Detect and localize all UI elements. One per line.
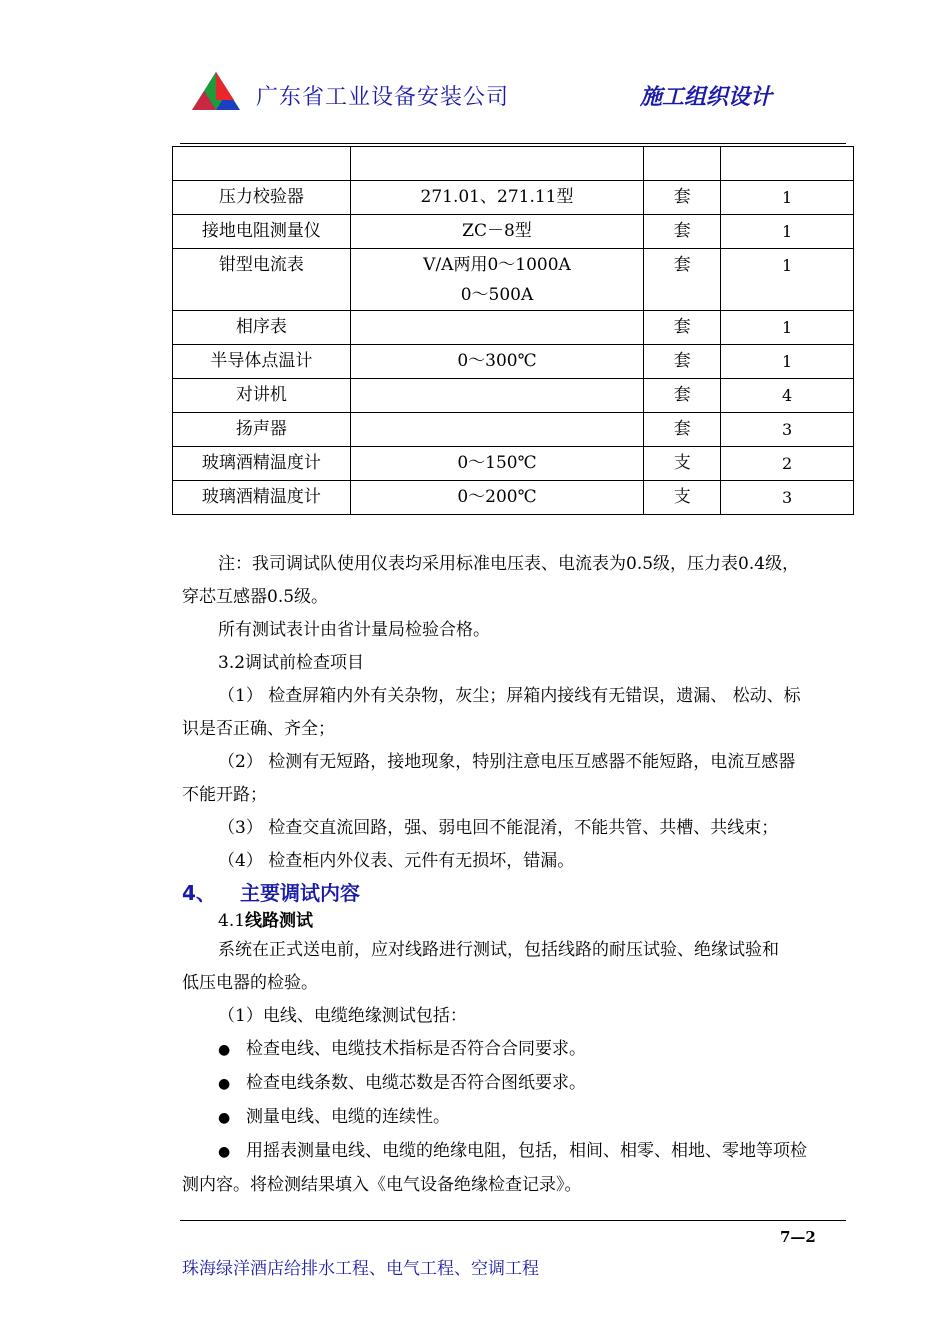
instrument-name: 相序表 <box>173 311 351 345</box>
table-row <box>173 181 854 215</box>
subsection-4-1-heading <box>182 908 850 934</box>
table-row <box>173 481 854 515</box>
list-item <box>182 1101 850 1135</box>
instrument-unit: 套 <box>644 413 721 447</box>
instrument-name: 接地电阻测量仪 <box>173 215 351 249</box>
instrument-table <box>172 146 854 515</box>
instrument-spec: 271.01、271.11型 <box>350 181 644 215</box>
instrument-name: 钳型电流表 <box>173 249 351 311</box>
bullet-icon: ● <box>218 1042 231 1058</box>
instrument-qty: 4 <box>721 379 854 413</box>
subsection-title: 线路测试 <box>245 911 314 931</box>
instrument-spec <box>350 147 644 181</box>
instrument-name: 半导体点温计 <box>173 345 351 379</box>
instrument-qty: 3 <box>721 413 854 447</box>
bullet-icon: ● <box>218 1110 231 1126</box>
instrument-spec <box>350 311 644 345</box>
list-item-text: 用摇表测量电线、电缆的绝缘电阻，包括，相间、相零、相地、零地等项检 <box>246 1141 807 1161</box>
instrument-qty: 1 <box>721 215 854 249</box>
paragraph-continued: 低压电器的检验。 <box>182 973 318 993</box>
instrument-unit: 套 <box>644 215 721 249</box>
instrument-spec: 0～150℃ <box>350 447 644 481</box>
document-title: 施工组织设计 <box>640 85 773 110</box>
instrument-name: 压力校验器 <box>173 181 351 215</box>
instrument-spec-line2: 0～500A <box>460 285 534 305</box>
instrument-qty: 1 <box>721 311 854 345</box>
instrument-qty: 1 <box>721 181 854 215</box>
section-number: 4、 <box>182 881 216 905</box>
footer-divider <box>180 1220 846 1221</box>
instrument-spec: V/A两用0～1000A <box>423 255 571 275</box>
page-header <box>0 0 950 150</box>
note-line: 注：我司调试队使用仪表均采用标准电压表、电流表为0.5级，压力表0.4级， <box>218 554 800 574</box>
table-row <box>173 447 854 481</box>
table-row <box>173 413 854 447</box>
page-number: 7—2 <box>780 1228 816 1246</box>
table-row <box>173 215 854 249</box>
project-name: 珠海绿洋酒店给排水工程、电气工程、空调工程 <box>182 1259 539 1279</box>
instrument-spec: 0～300℃ <box>350 345 644 379</box>
instrument-spec-cell <box>350 249 644 311</box>
insulation-test-intro: （1）电线、电缆绝缘测试包括： <box>218 1006 467 1026</box>
instrument-name <box>173 147 351 181</box>
instrument-unit: 支 <box>644 447 721 481</box>
list-item-text: 检查电线条数、电缆芯数是否符合图纸要求。 <box>246 1073 586 1093</box>
instrument-qty: 2 <box>721 447 854 481</box>
calibration-note: 所有测试表计由省计量局检验合格。 <box>218 620 490 640</box>
instrument-name: 玻璃酒精温度计 <box>173 481 351 515</box>
company-name: 广东省工业设备安装公司 <box>256 85 510 110</box>
table-row <box>173 345 854 379</box>
instrument-qty: 1 <box>721 249 854 311</box>
instrument-unit: 套 <box>644 249 721 311</box>
document-body <box>182 548 850 1202</box>
table-row <box>173 379 854 413</box>
table-row <box>173 311 854 345</box>
subsection-number: 4.1 <box>218 911 246 931</box>
instrument-name: 扬声器 <box>173 413 351 447</box>
instrument-spec <box>350 379 644 413</box>
instrument-unit: 支 <box>644 481 721 515</box>
instrument-unit: 套 <box>644 379 721 413</box>
subsection-3-2-heading: 3.2调试前检查项目 <box>218 653 365 673</box>
bullet-icon: ● <box>218 1144 231 1160</box>
instrument-unit: 套 <box>644 311 721 345</box>
list-item <box>182 1033 850 1067</box>
check-item: （3） 检查交直流回路，强、弱电回不能混淆，不能共管、共槽、共线束； <box>218 818 779 838</box>
check-item-continued: 不能开路； <box>182 785 267 805</box>
instrument-unit: 套 <box>644 345 721 379</box>
section-4-heading <box>182 878 850 908</box>
check-item: （2） 检测有无短路，接地现象，特别注意电压互感器不能短路，电流互感器 <box>218 752 796 772</box>
instrument-qty: 3 <box>721 481 854 515</box>
instrument-unit <box>644 147 721 181</box>
bullet-icon: ● <box>218 1076 231 1092</box>
check-item-continued: 识是否正确、齐全； <box>182 719 335 739</box>
instrument-name: 玻璃酒精温度计 <box>173 447 351 481</box>
list-item-continued: 测内容。将检测结果填入《电气设备绝缘检查记录》。 <box>182 1175 582 1195</box>
paragraph: 系统在正式送电前，应对线路进行测试，包括线路的耐压试验、绝缘试验和 <box>218 940 779 960</box>
note-line: 穿芯互感器0.5级。 <box>182 587 329 607</box>
instrument-spec: 0～200℃ <box>350 481 644 515</box>
table-row <box>173 147 854 181</box>
instrument-qty <box>721 147 854 181</box>
section-title: 主要调试内容 <box>240 881 360 905</box>
table-row <box>173 249 854 311</box>
list-item-text: 检查电线、电缆技术指标是否符合合同要求。 <box>246 1039 586 1059</box>
instrument-name: 对讲机 <box>173 379 351 413</box>
check-item: （4） 检查柜内外仪表、元件有无损坏，错漏。 <box>218 851 575 871</box>
list-item <box>182 1067 850 1101</box>
header-divider <box>180 143 846 144</box>
list-item-text: 测量电线、电缆的连续性。 <box>246 1107 450 1127</box>
list-item <box>182 1135 850 1169</box>
instrument-spec <box>350 413 644 447</box>
instrument-unit: 套 <box>644 181 721 215</box>
instrument-spec: ZC－8型 <box>350 215 644 249</box>
instrument-qty: 1 <box>721 345 854 379</box>
check-item: （1） 检查屏箱内外有关杂物，灰尘；屏箱内接线有无错误，遗漏、 松动、标 <box>218 686 801 706</box>
company-logo-icon <box>190 70 242 112</box>
